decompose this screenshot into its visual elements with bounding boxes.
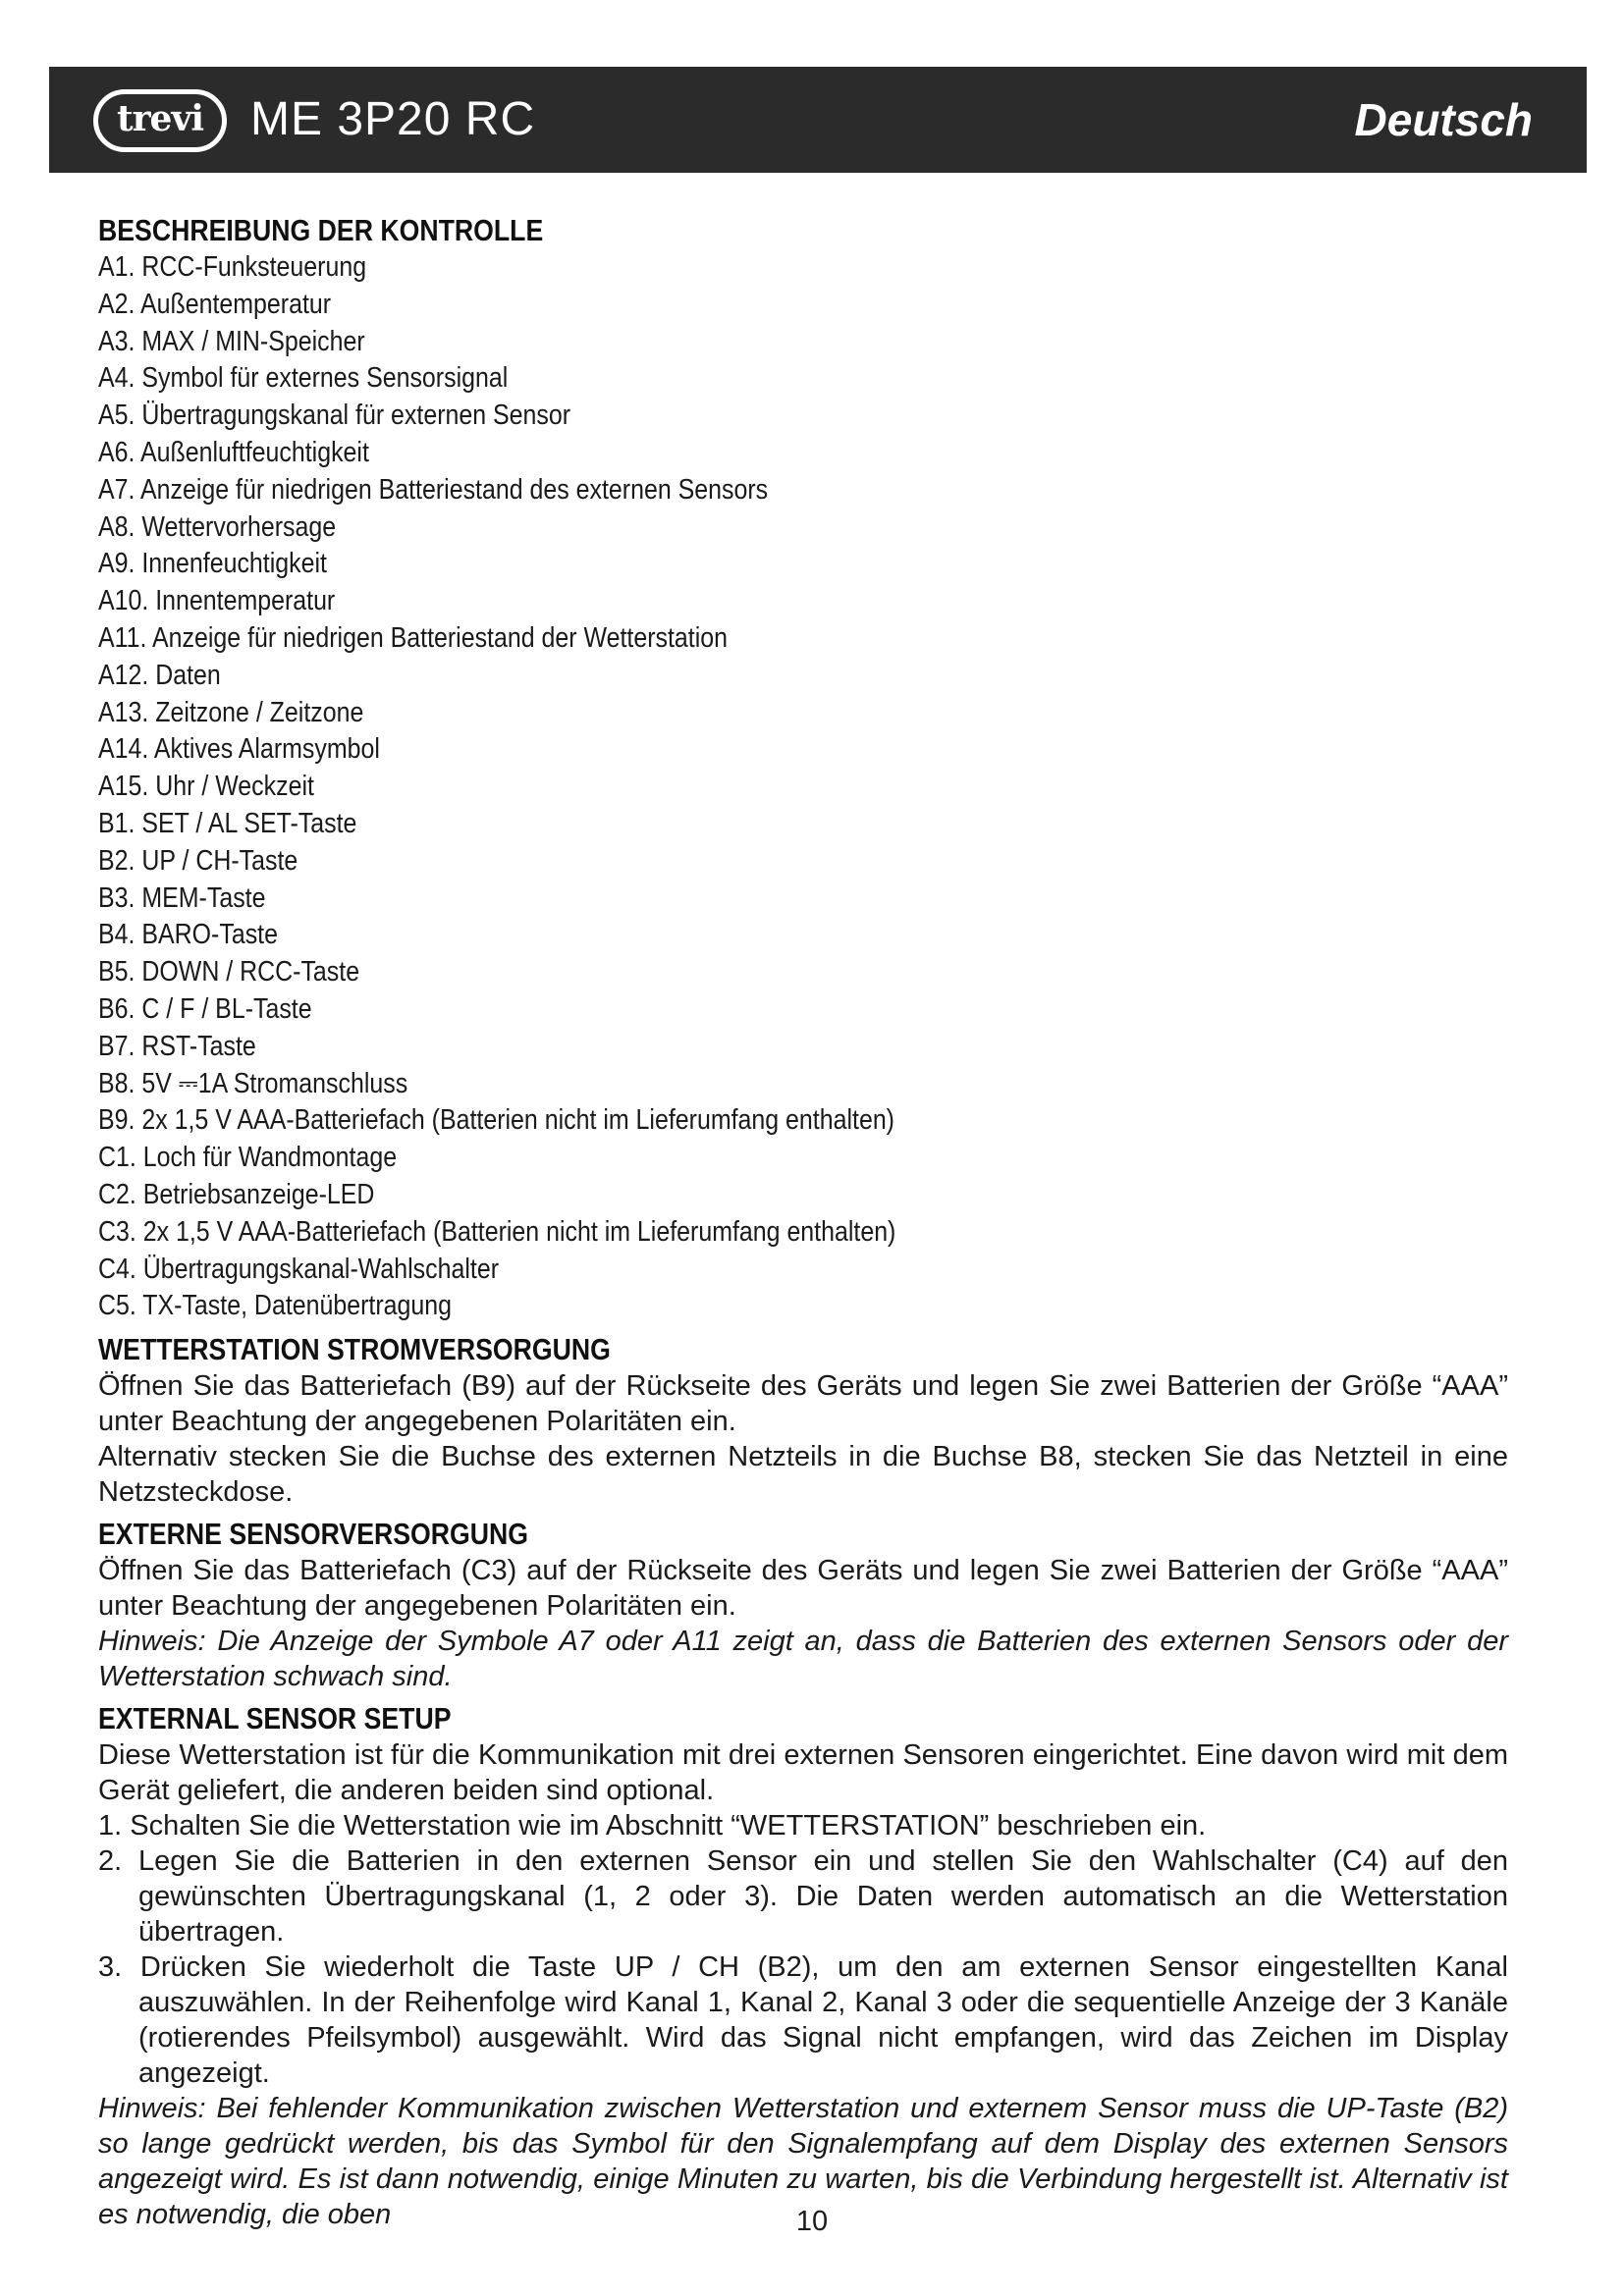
list-item: A7. Anzeige für niedrigen Batteriestand des externen Sensors [98, 473, 769, 506]
list-item: A5. Übertragungskanal für externen Sensor [98, 400, 571, 432]
page-number: 10 [795, 2206, 829, 2237]
list-item: B5. DOWN / RCC-Taste [98, 956, 360, 988]
list-item: A12. Daten [98, 659, 221, 691]
section-title: EXTERNE SENSORVERSORGUNG [98, 1517, 529, 1552]
list-item: C5. TX-Taste, Datenübertragung [98, 1290, 452, 1322]
section-title: EXTERNAL SENSOR SETUP [98, 1701, 452, 1736]
list-item: A3. MAX / MIN-Speicher [98, 325, 365, 357]
list-item: B2. UP / CH-Taste [98, 844, 298, 877]
list-item: B6. C / F / BL-Taste [98, 992, 312, 1025]
note: Hinweis: Bei fehlender Kommunikation zwischen Wetterstation und externem Sensor muss die UP-Taste (B2) so lange gedrückt werden, bis das Symbol für den Signalempfang auf dem Display des externen Sensors angezeigt wird. Es ist dann notwendig, einige Minuten zu warten, bis die Verbindung hergestellt ist. Alternativ ist es notwendig, die oben [98, 2093, 1508, 2231]
paragraph: Diese Wetterstation ist für die Kommunikation mit drei externen Sensoren eingerichtet. Eine davon wird mit dem Gerät geliefert, die anderen beiden sind optional. [98, 1739, 1508, 1807]
list-item: B7. RST-Taste [98, 1030, 256, 1062]
list-item: A10. Innentemperatur [98, 585, 336, 617]
note: Hinweis: Die Anzeige der Symbole A7 oder A11 zeigt an, dass die Batterien des externen Sensors oder der Wetterstation schwach sind. [98, 1626, 1508, 1693]
header-bar [49, 67, 1587, 173]
list-item: B3. MEM-Taste [98, 881, 266, 914]
paragraph: Alternativ stecken Sie die Buchse des externen Netzteils in die Buchse B8, stecken Sie das Netzteil in eine Netzsteckdose. [98, 1441, 1508, 1509]
list-item: A2. Außentemperatur [98, 288, 332, 320]
list-item: A8. Wettervorhersage [98, 510, 337, 543]
steps-list [98, 1808, 1508, 2091]
setup-section [98, 1700, 1508, 2232]
model-name: ME 3P20 RC [250, 93, 536, 145]
list-item: C4. Übertragungskanal-Wahlschalter [98, 1253, 500, 1285]
list-item: B8. 5V ⎓1A Stromanschluss [98, 1067, 408, 1099]
power-section [98, 1331, 1508, 1510]
list-item: A6. Außenluftfeuchtigkeit [98, 436, 369, 468]
page-content [98, 212, 1508, 2232]
list-item: B4. BARO-Taste [98, 919, 278, 951]
list-item: C3. 2x 1,5 V AAA-Batteriefach (Batterien nicht im Lieferumfang enthalten) [98, 1215, 896, 1248]
sensor-power-section [98, 1516, 1508, 1694]
list-item: A13. Zeitzone / Zeitzone [98, 696, 364, 728]
controls-section [98, 212, 1508, 1325]
list-item: B1. SET / AL SET-Taste [98, 807, 357, 839]
list-item: 1. Schalten Sie die Wetterstation wie im Abschnitt “WETTERSTATION” beschrieben ein. [98, 1810, 1207, 1842]
list-item: C2. Betriebsanzeige-LED [98, 1178, 375, 1210]
section-title: WETTERSTATION STROMVERSORGUNG [98, 1332, 611, 1367]
trevi-logo: trevi [93, 89, 227, 152]
list-item: A15. Uhr / Weckzeit [98, 771, 314, 803]
list-item: A9. Innenfeuchtigkeit [98, 548, 327, 580]
list-item: 2. Legen Sie die Batterien in den externen Sensor ein und stellen Sie den Wahlschalter (C4) auf den gewünschten Übertragungskanal (1, 2 oder 3). Die Daten werden automatisch an die Wetterstation übertragen. [98, 1845, 1508, 1949]
paragraph: Öffnen Sie das Batteriefach (C3) auf der Rückseite des Geräts und legen Sie zwei Batterien der Größe “AAA” unter Beachtung der angegebenen Polaritäten ein. [98, 1555, 1508, 1623]
controls-list [98, 249, 1508, 1325]
list-item: B9. 2x 1,5 V AAA-Batteriefach (Batterien nicht im Lieferumfang enthalten) [98, 1104, 894, 1137]
section-title: BESCHREIBUNG DER KONTROLLE [98, 213, 544, 247]
list-item: A4. Symbol für externes Sensorsignal [98, 362, 509, 395]
paragraph: Öffnen Sie das Batteriefach (B9) auf der Rückseite des Geräts und legen Sie zwei Batterien der Größe “AAA” unter Beachtung der angegebenen Polaritäten ein. [98, 1370, 1508, 1438]
language-label: Deutsch [1354, 94, 1533, 145]
list-item: A11. Anzeige für niedrigen Batteriestand der Wetterstation [98, 621, 728, 654]
list-item: A1. RCC-Funksteuerung [98, 251, 367, 283]
list-item: 3. Drücken Sie wiederholt die Taste UP / CH (B2), um den am externen Sensor eingestellten Kanal auszuwählen. In der Reihenfolge wird Kanal 1, Kanal 2, Kanal 3 oder die sequentielle Anzeige der 3 Kanäle (rotierendes Pfeilsymbol) ausgewählt. Wird das Signal nicht empfangen, wird das Zeichen im Display angezeigt. [98, 1951, 1508, 2090]
list-item: C1. Loch für Wandmontage [98, 1142, 398, 1174]
list-item: A14. Aktives Alarmsymbol [98, 733, 380, 766]
